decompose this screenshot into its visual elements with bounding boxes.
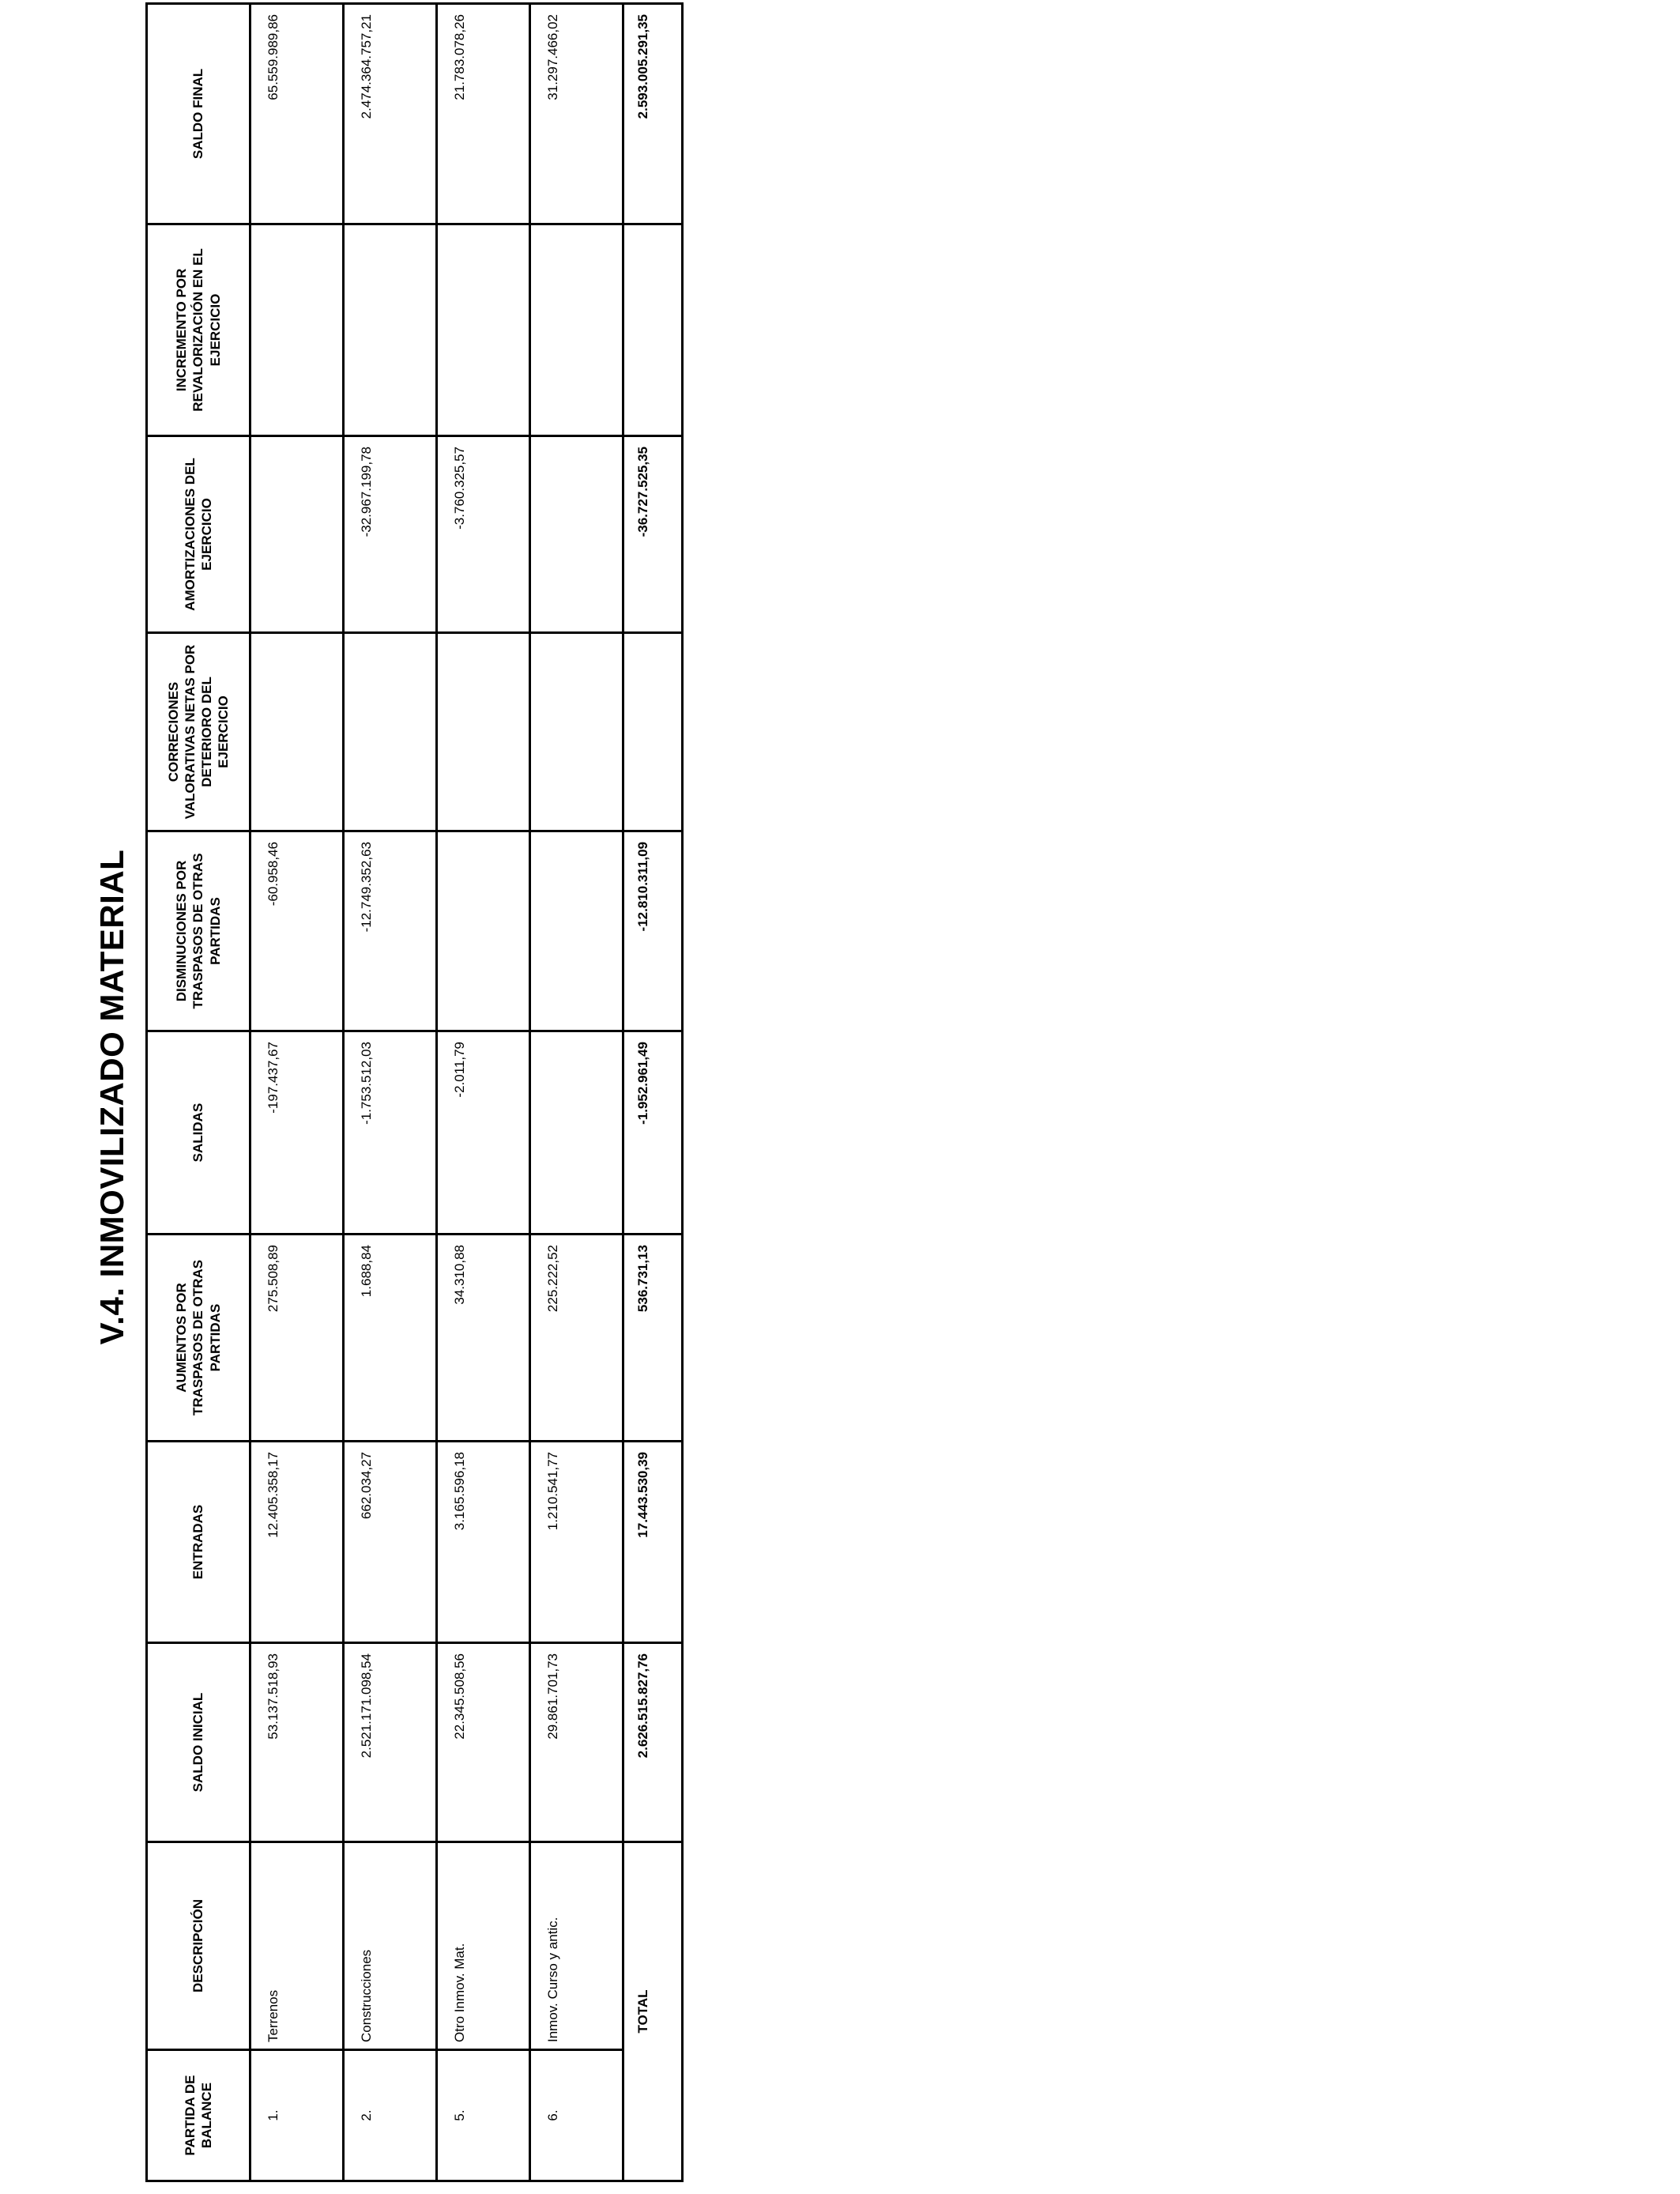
cell-salidas: -1.753.512,03: [344, 1031, 437, 1235]
col-header-incremento: INCREMENTO POR REVALORIZACIÓN EN EL EJERCICIO: [147, 224, 250, 436]
total-aumentos: 536.731,13: [623, 1235, 683, 1442]
cell-partida: 2.: [344, 2050, 437, 2181]
cell-aumentos: 1.688,84: [344, 1235, 437, 1442]
table-container: [145, 5, 650, 2182]
cell-aumentos: 225.222,52: [530, 1235, 623, 1442]
cell-partida: 6.: [530, 2050, 623, 2181]
cell-partida: 1.: [250, 2050, 344, 2181]
cell-amortizaciones: [530, 436, 623, 633]
cell-salidas: -197.437,67: [250, 1031, 344, 1235]
total-saldo-inicial: 2.626.515.827,76: [623, 1643, 683, 1842]
total-incremento: [623, 224, 683, 436]
total-entradas: 17.443.530,39: [623, 1442, 683, 1643]
col-header-entradas: ENTRADAS: [147, 1442, 250, 1643]
cell-saldo-inicial: 29.861.701,73: [530, 1643, 623, 1842]
table-row: [344, 4, 437, 2181]
col-header-descripcion: DESCRIPCIÓN: [147, 1842, 250, 2050]
cell-amortizaciones: -3.760.325,57: [437, 436, 530, 633]
total-saldo-final: 2.593.005.291,35: [623, 4, 683, 224]
cell-descripcion: Terrenos: [250, 1842, 344, 2050]
cell-amortizaciones: -32.967.199,78: [344, 436, 437, 633]
cell-entradas: 12.405.358,17: [250, 1442, 344, 1643]
col-header-partida: PARTIDA DE BALANCE: [147, 2050, 250, 2181]
total-amortizaciones: -36.727.525,35: [623, 436, 683, 633]
cell-amortizaciones: [250, 436, 344, 633]
cell-incremento: [437, 224, 530, 436]
cell-disminuciones: [437, 831, 530, 1031]
cell-descripcion: Otro Inmov. Mat.: [437, 1842, 530, 2050]
total-disminuciones: -12.810.311,09: [623, 831, 683, 1031]
cell-disminuciones: -60.958,46: [250, 831, 344, 1031]
cell-disminuciones: -12.749.352,63: [344, 831, 437, 1031]
cell-saldo-final: 2.474.364.757,21: [344, 4, 437, 224]
total-row: [623, 4, 683, 2181]
cell-saldo-inicial: 2.521.171.098,54: [344, 1643, 437, 1842]
col-header-saldo-inicial: SALDO INICIAL: [147, 1643, 250, 1842]
col-header-correcciones: CORRECIONES VALORATIVAS NETAS POR DETERIORO DEL EJERCICIO: [147, 633, 250, 831]
cell-correcciones: [437, 633, 530, 831]
cell-entradas: 1.210.541,77: [530, 1442, 623, 1643]
cell-aumentos: 275.508,89: [250, 1235, 344, 1442]
page-title: V.4. INMOVILIZADO MATERIAL: [93, 849, 130, 1345]
cell-saldo-final: 65.559.989,86: [250, 4, 344, 224]
table-row: [530, 4, 623, 2181]
cell-disminuciones: [530, 831, 623, 1031]
cell-incremento: [250, 224, 344, 436]
cell-correcciones: [530, 633, 623, 831]
table-row: [250, 4, 344, 2181]
cell-saldo-inicial: 53.137.518,93: [250, 1643, 344, 1842]
cell-saldo-inicial: 22.345.508,56: [437, 1643, 530, 1842]
total-label: TOTAL: [623, 1842, 683, 2181]
cell-incremento: [344, 224, 437, 436]
cell-descripcion: Inmov. Curso y antic.: [530, 1842, 623, 2050]
cell-incremento: [530, 224, 623, 436]
table-row: [437, 4, 530, 2181]
col-header-saldo-final: SALDO FINAL: [147, 4, 250, 224]
cell-saldo-final: 21.783.078,26: [437, 4, 530, 224]
col-header-salidas: SALIDAS: [147, 1031, 250, 1235]
cell-salidas: [530, 1031, 623, 1235]
cell-salidas: -2.011,79: [437, 1031, 530, 1235]
cell-correcciones: [250, 633, 344, 831]
cell-entradas: 3.165.596,18: [437, 1442, 530, 1643]
col-header-aumentos: AUMENTOS POR TRASPASOS DE OTRAS PARTIDAS: [147, 1235, 250, 1442]
cell-saldo-final: 31.297.466,02: [530, 4, 623, 224]
cell-partida: 5.: [437, 2050, 530, 2181]
total-salidas: -1.952.961,49: [623, 1031, 683, 1235]
col-header-amortizaciones: AMORTIZACIONES DEL EJERCICIO: [147, 436, 250, 633]
cell-entradas: 662.034,27: [344, 1442, 437, 1643]
cell-aumentos: 34.310,88: [437, 1235, 530, 1442]
cell-correcciones: [344, 633, 437, 831]
total-correcciones: [623, 633, 683, 831]
cell-descripcion: Construcciones: [344, 1842, 437, 2050]
header-row: [147, 4, 250, 2181]
inmovilizado-table: [145, 2, 684, 2182]
col-header-disminuciones: DISMINUCIONES POR TRASPASOS DE OTRAS PARTIDAS: [147, 831, 250, 1031]
